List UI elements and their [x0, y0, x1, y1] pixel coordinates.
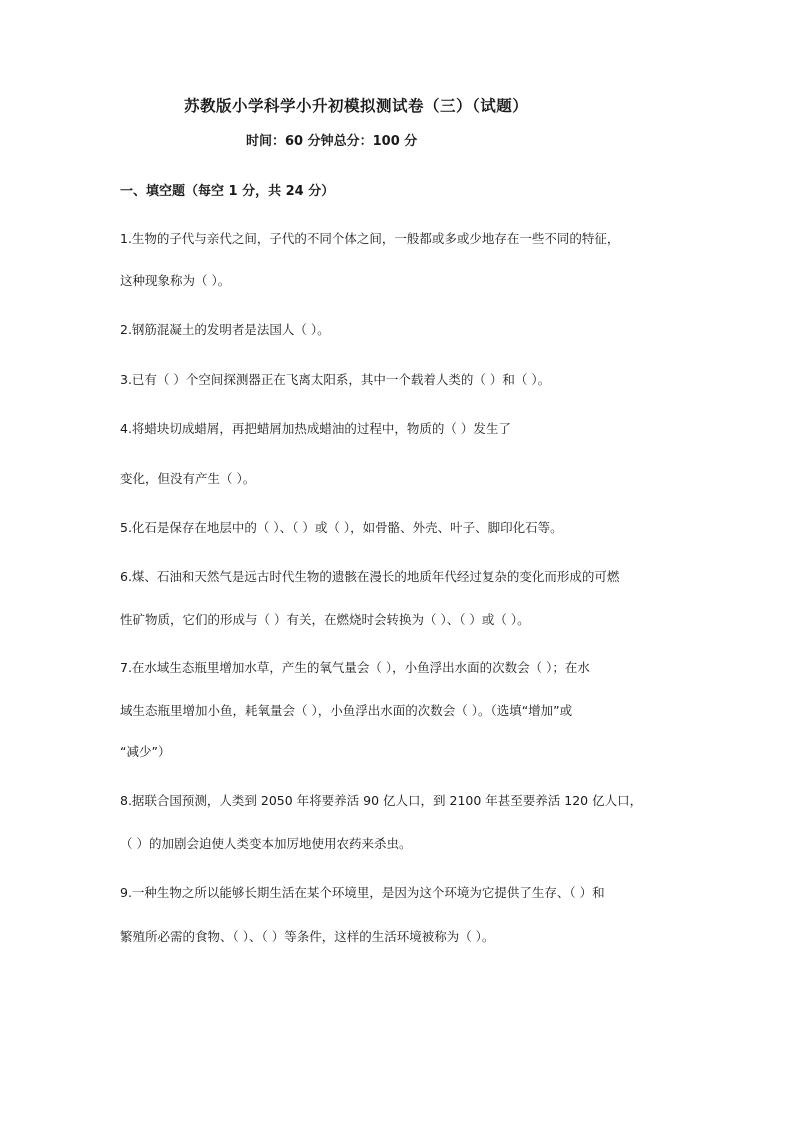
exam-time-score: 时间：60 分钟总分：100 分: [246, 134, 418, 149]
question-line: 9.一种生物之所以能够长期生活在某个环境里，是因为这个环境为它提供了生存、（ ）和: [120, 885, 605, 900]
question-line: 6.煤、石油和天然气是远古时代生物的遗骸在漫长的地质年代经过复杂的变化而形成的可燃: [120, 569, 620, 584]
question-line: 1.生物的子代与亲代之间，子代的不同个体之间，一般都或多或少地存在一些不同的特征，: [120, 231, 620, 246]
question-line: 2.钢筋混凝土的发明者是法国人（ ）。: [120, 322, 330, 337]
question-line: 这种现象称为（ ）。: [120, 273, 231, 288]
question-line: 变化，但没有产生（ ）。: [120, 471, 256, 486]
question-line: “减少”）: [120, 744, 171, 759]
page-title: 苏教版小学科学小升初模拟测试卷（三）（试题）: [184, 97, 529, 115]
question-line: （ ）的加剧会迫使人类变本加厉地使用农药来杀虫。: [120, 836, 412, 851]
question-line: 4.将蜡块切成蜡屑，再把蜡屑加热成蜡油的过程中，物质的（ ）发生了: [120, 421, 511, 436]
question-line: 性矿物质，它们的形成与（ ）有关，在燃烧时会转换为（ ）、（ ）或（ ）。: [120, 612, 530, 627]
question-line: 5.化石是保存在地层中的（ ）、（ ）或（ ），如骨骼、外壳、叶子、脚印化石等。: [120, 520, 563, 535]
section-heading: 一、填空题（每空 1 分，共 24 分）: [120, 184, 335, 199]
question-line: 域生态瓶里增加小鱼，耗氧量会（ ），小鱼浮出水面的次数会（ ）。（选填“增加”或: [120, 703, 573, 718]
question-line: 繁殖所必需的食物、（ ）、（ ）等条件，这样的生活环境被称为（ ）。: [120, 929, 495, 944]
question-line: 7.在水域生态瓶里增加水草，产生的氧气量会（ ），小鱼浮出水面的次数会（ ）；在水: [120, 660, 590, 675]
question-line: 3.已有（ ）个空间探测器正在飞离太阳系，其中一个载着人类的（ ）和（ ）。: [120, 372, 551, 387]
question-line: 8.据联合国预测，人类到 2050 年将要养活 90 亿人口，到 2100 年甚至要养活 120 亿人口，: [120, 793, 643, 808]
